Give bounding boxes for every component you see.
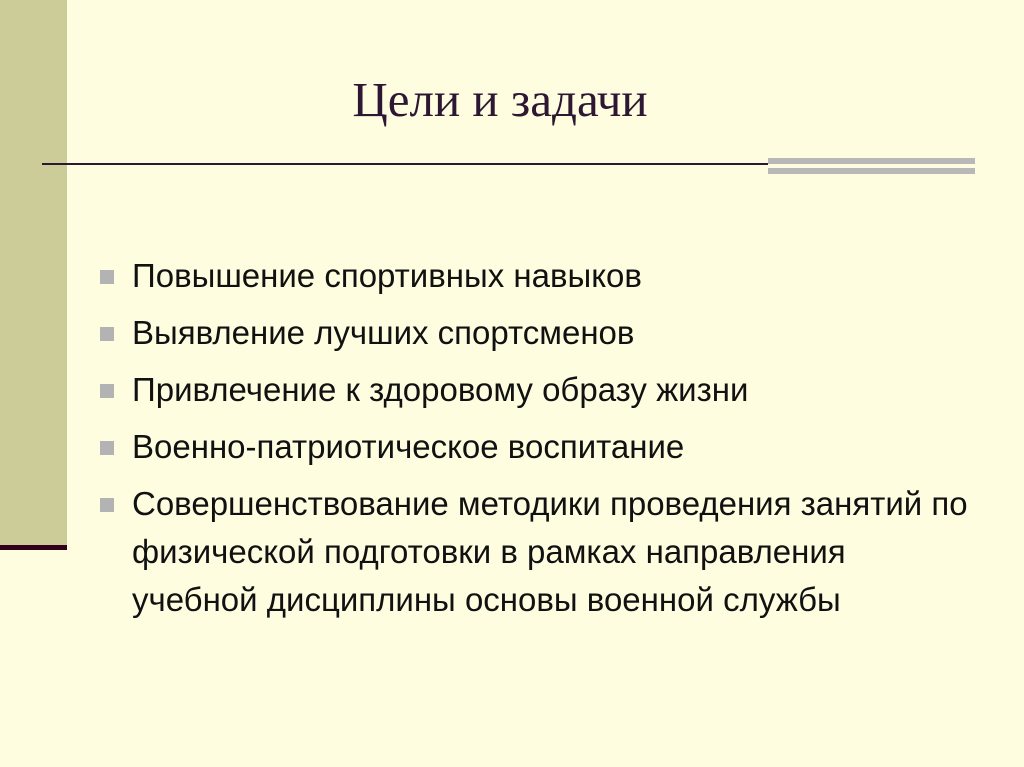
square-bullet-icon xyxy=(100,498,114,512)
bullet-item xyxy=(98,309,978,357)
bullet-item xyxy=(98,423,978,471)
bullet-text: Привлечение к здоровому образу жизни xyxy=(132,371,749,408)
bullet-text: Выявление лучших спортсменов xyxy=(132,314,635,351)
title-underline xyxy=(42,163,772,165)
bullet-item xyxy=(98,480,978,624)
square-bullet-icon xyxy=(100,441,114,455)
slide-title: Цели и задачи xyxy=(352,72,648,127)
bullet-list xyxy=(98,252,978,633)
bullet-text: Повышение спортивных навыков xyxy=(132,257,642,294)
bullet-item xyxy=(98,252,978,300)
square-bullet-icon xyxy=(100,384,114,398)
square-bullet-icon xyxy=(100,327,114,341)
square-bullet-icon xyxy=(100,270,114,284)
bullet-text: Военно-патриотическое воспитание xyxy=(132,428,685,465)
title-underline-accent xyxy=(768,158,975,178)
left-band-rule xyxy=(0,545,67,550)
bullet-text: Совершенствование методики проведения занятий по физической подготовки в рамках направления учебной дисциплины основы военной службы xyxy=(132,485,968,618)
bullet-item xyxy=(98,366,978,414)
